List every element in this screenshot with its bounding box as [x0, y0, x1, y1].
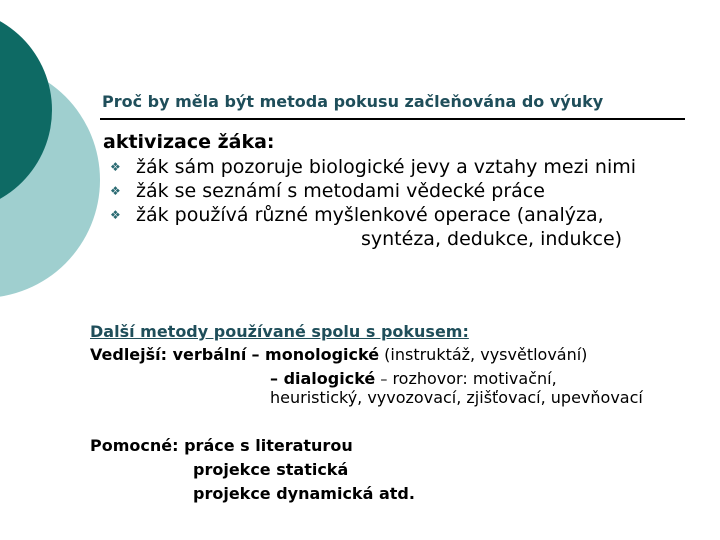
monologic-detail: (instruktáž, vysvětlování): [384, 345, 588, 364]
bullet-list: [106, 155, 636, 251]
title-underline: [100, 118, 685, 120]
auxiliary-line-3: [193, 484, 415, 503]
bullet-text: žák používá různé myšlenkové operace (analýza,: [136, 204, 604, 226]
dialogic-line: [270, 369, 557, 388]
bullet-text: žák se seznámí s metodami vědecké práce: [136, 180, 545, 202]
dialogic-detail-1: rozhovor: motivační,: [392, 369, 557, 388]
dialogic-term: – dialogické: [270, 369, 376, 388]
list-item-continuation: [106, 227, 636, 251]
monologic-term: – monologické: [251, 345, 380, 364]
dialogic-line-2: [270, 388, 643, 407]
diamond-bullet-icon: ❖: [110, 160, 121, 174]
list-item: [106, 155, 636, 179]
decorative-circles: [0, 0, 100, 300]
bullet-text-continuation: syntéza, dedukce, indukce): [361, 228, 623, 250]
dialogic-dash: –: [380, 372, 388, 388]
other-methods-heading: Další metody používané spolu s pokusem:: [90, 322, 469, 341]
auxiliary-line-1: [90, 436, 353, 455]
secondary-label: Vedlejší: verbální: [90, 345, 247, 364]
secondary-methods-line: [90, 345, 587, 364]
auxiliary-item: projekce dynamická atd.: [193, 484, 415, 503]
auxiliary-item: práce s literaturou: [184, 436, 353, 455]
list-item: [106, 179, 636, 203]
auxiliary-line-2: [193, 460, 348, 479]
section-heading: aktivizace žáka:: [103, 131, 275, 153]
diamond-bullet-icon: ❖: [110, 208, 121, 222]
slide-title: Proč by měla být metoda pokusu začleňována do výuky: [102, 92, 604, 111]
auxiliary-label: Pomocné:: [90, 436, 179, 455]
list-item: [106, 203, 636, 227]
bullet-text: žák sám pozoruje biologické jevy a vztahy mezi nimi: [136, 156, 637, 178]
auxiliary-item: projekce statická: [193, 460, 349, 479]
dialogic-detail-2: heuristický, vyvozovací, zjišťovací, upevňovací: [270, 388, 643, 407]
diamond-bullet-icon: ❖: [110, 184, 121, 198]
